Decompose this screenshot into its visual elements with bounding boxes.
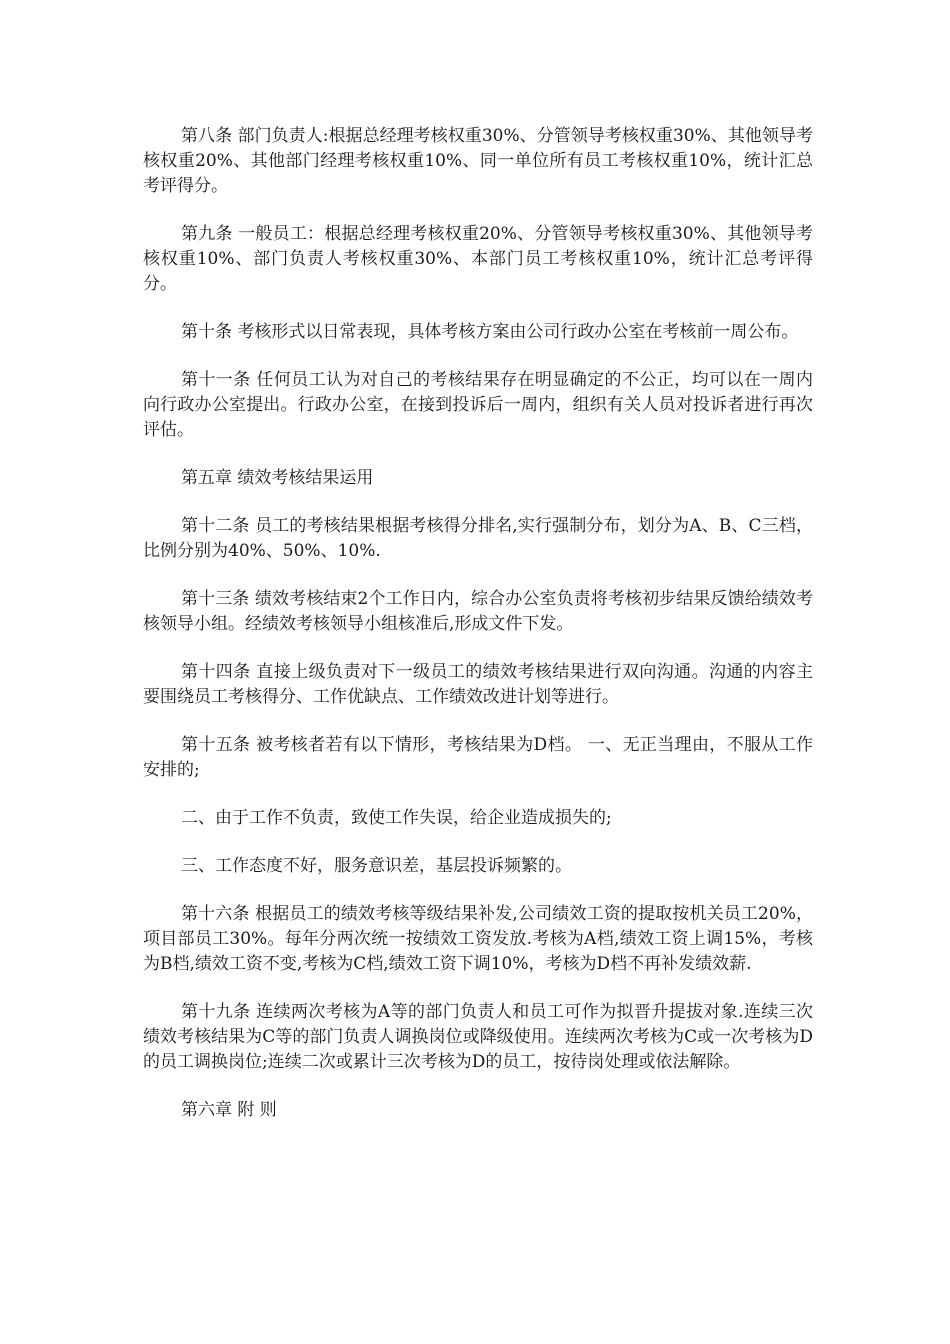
article-8-paragraph: 第八条 部门负责人:根据总经理考核权重30%、分管领导考核权重30%、其他领导考核权重20%、其他部门经理考核权重10%、同一单位所有员工考核权重10%，统计汇总考评得分。 (143, 126, 813, 196)
article-12-paragraph: 第十二条 员工的考核结果根据考核得分排名,实行强制分布，划分为A、B、C三档，比例分别为40%、50%、10%. (143, 516, 813, 561)
article-11-paragraph: 第十一条 任何员工认为对自己的考核结果存在明显确定的不公正，均可以在一周内向行政办公室提出。行政办公室，在接到投诉后一周内，组织有关人员对投诉者进行再次评估。 (143, 370, 813, 440)
chapter-5-heading: 第五章 绩效考核结果运用 (181, 468, 374, 488)
article-16-paragraph: 第十六条 根据员工的绩效考核等级结果补发,公司绩效工资的提取按机关员工20%，项目部员工30%。每年分两次统一按绩效工资发放.考核为A档,绩效工资上调15%，考核为B档,绩效工资不变,考核为C档,绩效工资下调10%，考核为D档不再补发绩效薪. (143, 904, 813, 974)
article-15-item-3: 三、工作态度不好，服务意识差，基层投诉频繁的。 (181, 856, 572, 876)
article-10-paragraph: 第十条 考核形式以日常表现，具体考核方案由公司行政办公室在考核前一周公布。 (181, 322, 799, 342)
document-body (143, 124, 813, 1146)
chapter-6-heading: 第六章 附 则 (181, 1100, 277, 1120)
article-13-paragraph: 第十三条 绩效考核结束2个工作日内，综合办公室负责将考核初步结果反馈给绩效考核领导小组。经绩效考核领导小组核准后,形成文件下发。 (143, 589, 813, 634)
article-14-paragraph: 第十四条 直接上级负责对下一级员工的绩效考核结果进行双向沟通。沟通的内容主要围绕员工考核得分、工作优缺点、工作绩效改进计划等进行。 (143, 662, 813, 707)
article-15-item-2: 二、由于工作不负责，致使工作失误，给企业造成损失的; (181, 808, 612, 828)
article-19-paragraph: 第十九条 连续两次考核为A等的部门负责人和员工可作为拟晋升提拔对象.连续三次绩效考核结果为C等的部门负责人调换岗位或降级使用。连续两次考核为C或一次考核为D的员工调换岗位;连续二次或累计三次考核为D的员工，按待岗处理或依法解除。 (143, 1002, 813, 1072)
article-15-paragraph: 第十五条 被考核者若有以下情形，考核结果为D档。 一、无正当理由，不服从工作安排的; (143, 735, 813, 780)
article-9-paragraph: 第九条 一般员工：根据总经理考核权重20%、分管领导考核权重30%、其他领导考核权重10%、部门负责人考核权重30%、本部门员工考核权重10%，统计汇总考评得分。 (143, 224, 813, 294)
